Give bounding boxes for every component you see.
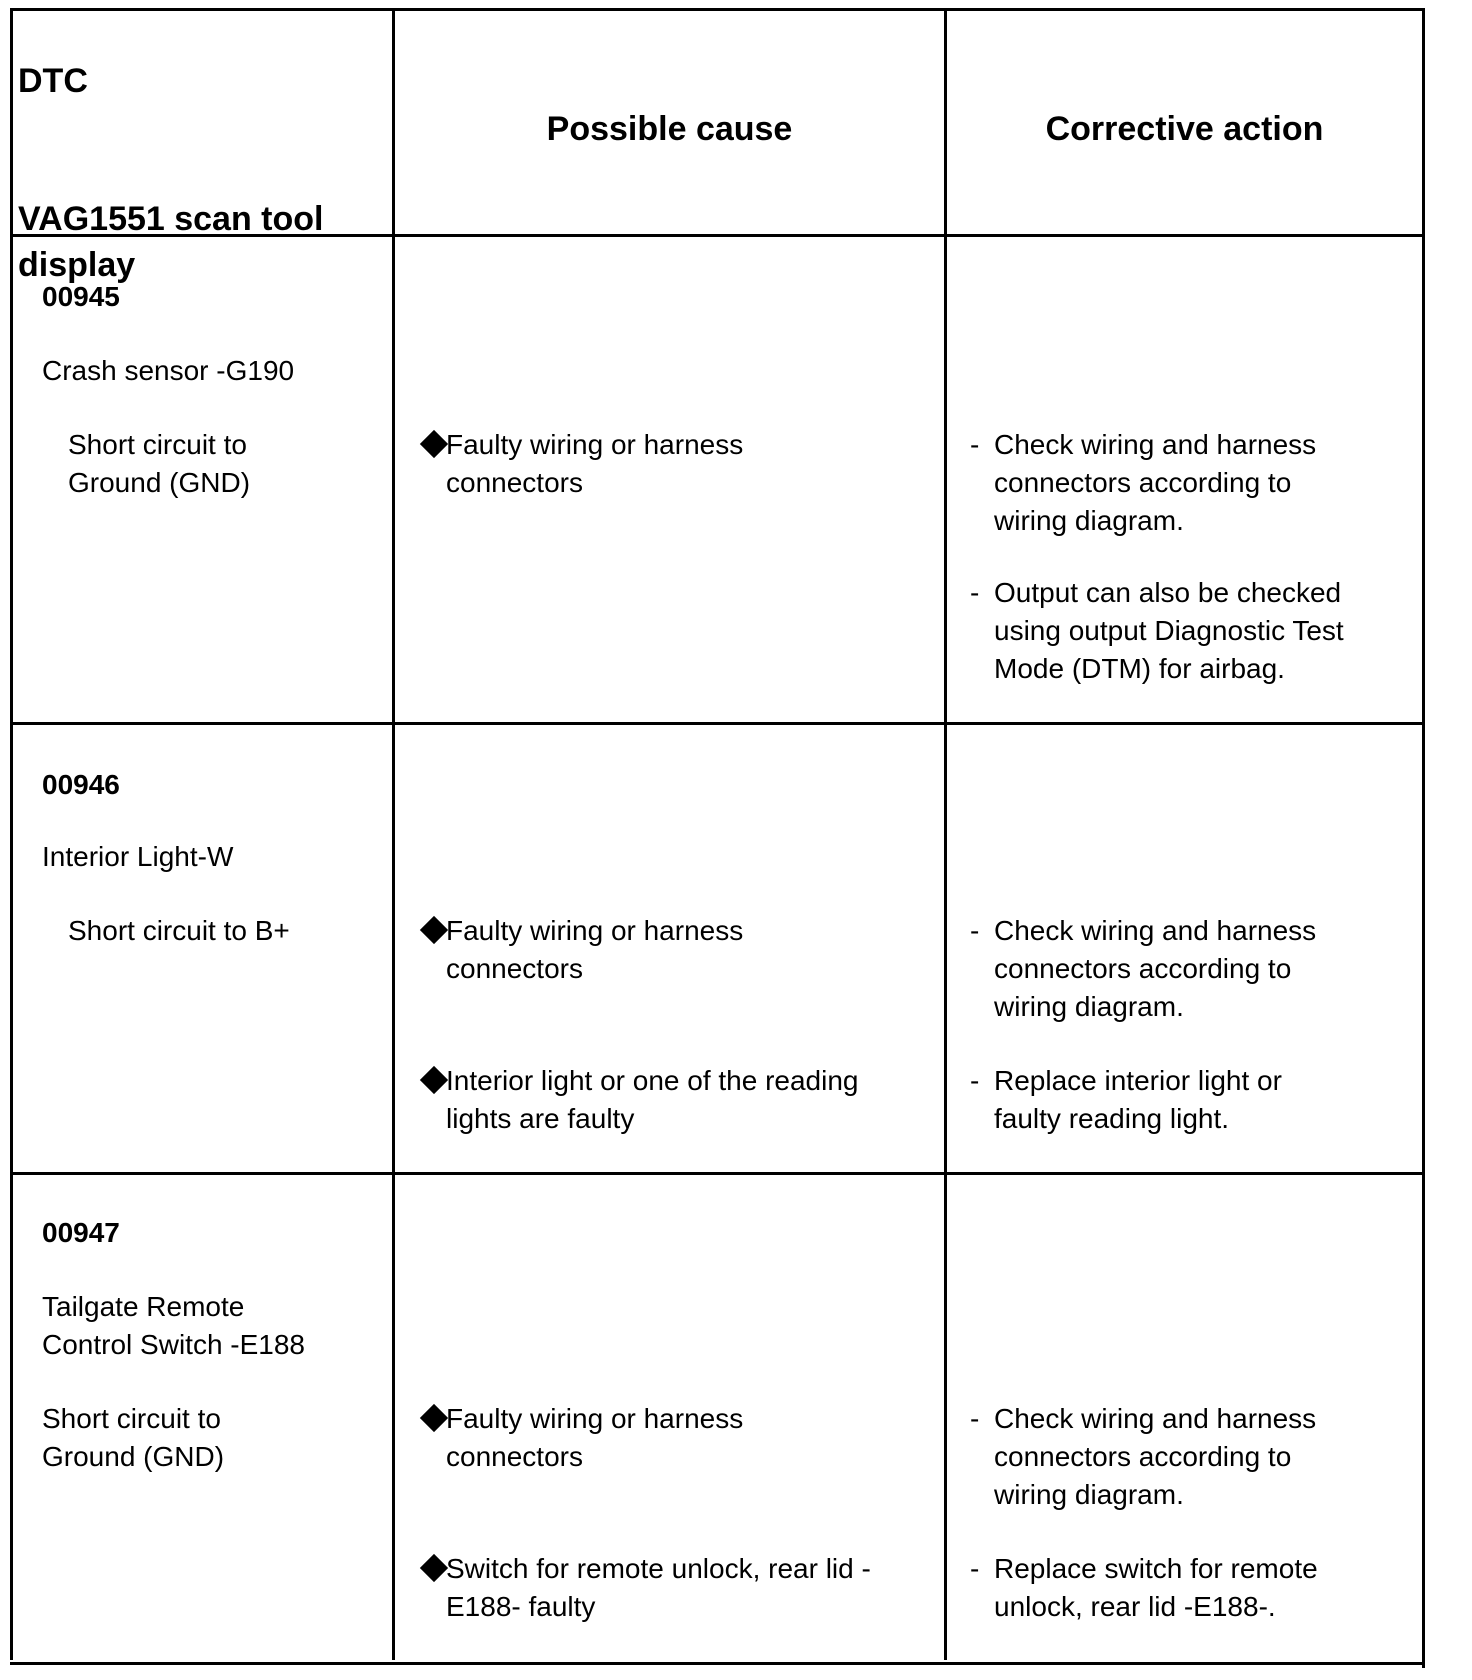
cause-text: Faulty wiring or harness connectors — [446, 915, 744, 984]
diamond-bullet-icon — [420, 916, 448, 944]
dtc-table — [10, 8, 1436, 1668]
fault-description: Short circuit to B+ — [68, 915, 290, 946]
diamond-bullet-icon — [420, 1066, 448, 1094]
column-divider-1 — [392, 8, 395, 1660]
fault-description: Short circuit to Ground (GND) — [68, 429, 251, 498]
dtc-code: 00945 — [42, 281, 120, 312]
row-divider-2 — [10, 1172, 1425, 1175]
action-text: Check wiring and harness connectors according to wiring diagram. — [994, 915, 1317, 1022]
component-name: Interior Light-W — [42, 841, 234, 872]
dash-marker: - — [970, 1403, 980, 1434]
row-divider-1 — [10, 722, 1425, 725]
table-border-bottom — [10, 1662, 1425, 1665]
diamond-bullet-icon — [420, 1404, 448, 1432]
table-border-right — [1422, 8, 1425, 1668]
cause-text: Switch for remote unlock, rear lid - E188- faulty — [446, 1553, 871, 1622]
dash-marker: - — [970, 429, 980, 460]
header-corrective-action: Corrective action — [1045, 110, 1324, 148]
table-border-left — [10, 8, 13, 1660]
table-border-top — [10, 8, 1425, 11]
fault-description: Short circuit to Ground (GND) — [42, 1403, 225, 1472]
dash-marker: - — [970, 1553, 980, 1584]
diamond-bullet-icon — [420, 430, 448, 458]
action-text: Output can also be checked using output Diagnostic Test Mode (DTM) for airbag. — [994, 577, 1344, 684]
dash-marker: - — [970, 1065, 980, 1096]
component-name: Tailgate Remote Control Switch -E188 — [42, 1291, 306, 1360]
dtc-code: 00946 — [42, 769, 120, 800]
header-possible-cause: Possible cause — [546, 110, 793, 148]
dtc-code: 00947 — [42, 1217, 120, 1248]
diamond-bullet-icon — [420, 1554, 448, 1582]
action-text: Check wiring and harness connectors according to wiring diagram. — [994, 429, 1317, 536]
action-text: Replace switch for remote unlock, rear lid -E188-. — [994, 1553, 1318, 1622]
header-dtc-label: DTC — [18, 62, 88, 100]
dash-marker: - — [970, 577, 980, 608]
cause-text: Faulty wiring or harness connectors — [446, 429, 744, 498]
header-scan-tool-display: VAG1551 scan tool display — [18, 200, 324, 284]
dash-marker: - — [970, 915, 980, 946]
cause-text: Interior light or one of the reading lights are faulty — [446, 1065, 859, 1134]
action-text: Check wiring and harness connectors according to wiring diagram. — [994, 1403, 1317, 1510]
action-text: Replace interior light or faulty reading light. — [994, 1065, 1282, 1134]
cause-text: Faulty wiring or harness connectors — [446, 1403, 744, 1472]
component-name: Crash sensor -G190 — [42, 355, 295, 386]
